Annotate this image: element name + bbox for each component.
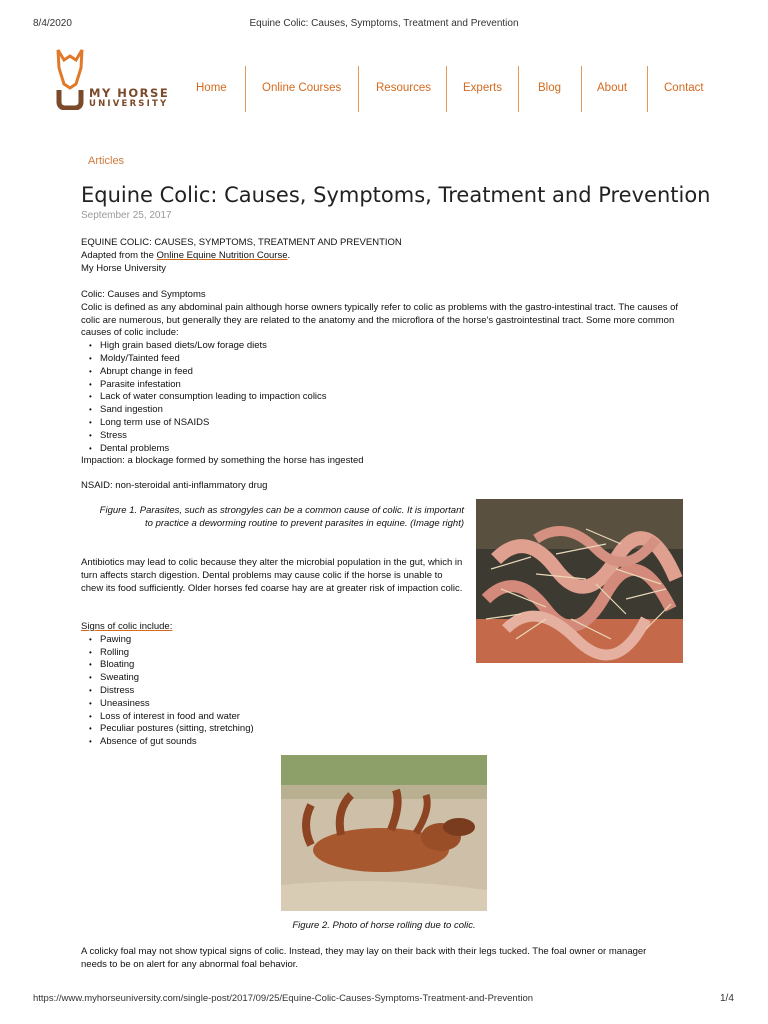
adapted-from-line [81,250,681,263]
section-heading: Colic: Causes and Symptoms [81,289,206,300]
site-logo[interactable] [54,48,174,112]
adapted-suffix: . [287,249,291,261]
causes-list [81,340,691,455]
list-item: • Lack of water consumption leading to impaction colics [100,391,691,404]
horse-rolling-image [281,755,487,911]
logo-line2: UNIVERSITY [89,99,169,109]
list-item: • Dental problems [100,443,691,456]
list-item: • Peculiar postures (sitting, stretching) [100,723,461,736]
nav-home[interactable]: Home [196,82,227,94]
article-date: September 25, 2017 [81,210,172,221]
list-item: • Moldy/Tainted feed [100,353,691,366]
horse-head-icon [54,48,86,110]
parasites-image [476,499,683,663]
list-item: • Bloating [100,659,461,672]
nav-divider [581,66,582,112]
nav-divider [358,66,359,112]
list-item: • Sweating [100,672,461,685]
article-source: My Horse University [81,262,166,274]
list-item: • Stress [100,430,691,443]
nav-divider [245,66,246,112]
nav-about[interactable]: About [597,82,628,94]
list-item: • Sand ingestion [100,404,691,417]
list-item: • Pawing [100,634,461,647]
list-item: • Abrupt change in feed [100,366,691,379]
antibiotics-paragraph: Antibiotics may lead to colic because they alter the microbial population in the gut, which in turn affects starch digestion. Dental problems may cause colic if the horse is unable to chew its food sufficiently. Older horses fed coarse hay are at greater risk of impaction colic. [81,557,463,594]
adapted-prefix: Adapted from the [81,249,157,261]
list-item: • Parasite infestation [100,379,691,392]
list-item: • Loss of interest in food and water [100,711,461,724]
nav-resources[interactable]: Resources [376,82,431,94]
article-intro-block [81,237,681,275]
list-item: • Long term use of NSAIDS [100,417,691,430]
logo-line1: MY HORSE [89,86,170,100]
list-item: • Uneasiness [100,698,461,711]
nsaid-definition: NSAID: non-steroidal anti-inflammatory drug [81,480,268,492]
causes-section [81,289,691,493]
foal-paragraph: A colicky foal may not show typical signs of colic. Instead, they may lay on their back with their legs tucked. The foal owner or manager needs to be on alert for any abnormal foal behavior. [81,946,647,970]
nav-contact[interactable]: Contact [664,82,704,94]
signs-section [81,621,461,749]
breadcrumb-articles[interactable]: Articles [88,155,125,167]
print-page-number: 1/4 [720,993,734,1004]
nav-online-courses[interactable]: Online Courses [262,82,342,94]
print-url: https://www.myhorseuniversity.com/single-post/2017/09/25/Equine-Colic-Causes-Symptoms-Treatment-and-Prevention [33,993,534,1004]
article-heading-caps: EQUINE COLIC: CAUSES, SYMPTOMS, TREATMENT AND PREVENTION [81,237,402,248]
nutrition-course-link[interactable]: Online Equine Nutrition Course [156,249,288,261]
nav-divider [446,66,447,112]
intro-paragraph: Colic is defined as any abdominal pain although horse owners typically refer to colic as problems with the gastro-intestinal tract. The causes of colic are numerous, but generally they are related to the anatomy and the microflora of the horse's gastrointestinal tract. Some more common causes of colic include: [81,301,679,339]
print-title: Equine Colic: Causes, Symptoms, Treatment and Prevention [249,18,519,29]
list-item: • Absence of gut sounds [100,736,461,749]
list-item: • Rolling [100,647,461,660]
list-item: • Distress [100,685,461,698]
nav-experts[interactable]: Experts [463,82,502,94]
figure1-caption: Figure 1. Parasites, such as strongyles can be a common cause of colic. It is important to practice a deworming routine to prevent parasites in equine. (Image right) [99,505,464,529]
signs-heading: Signs of colic include: [81,621,173,632]
nav-divider [518,66,519,112]
nav-blog[interactable]: Blog [538,82,562,94]
parasites-photo-icon [476,499,683,663]
list-item: • High grain based diets/Low forage diets [100,340,691,353]
signs-list [81,634,461,749]
figure2-caption: Figure 2. Photo of horse rolling due to colic. [292,920,476,931]
horse-rolling-photo-icon [281,755,487,911]
article-title: Equine Colic: Causes, Symptoms, Treatment and Prevention [81,183,711,207]
print-date: 8/4/2020 [33,18,72,29]
impaction-definition: Impaction: a blockage formed by something the horse has ingested [81,455,364,467]
nav-divider [647,66,648,112]
